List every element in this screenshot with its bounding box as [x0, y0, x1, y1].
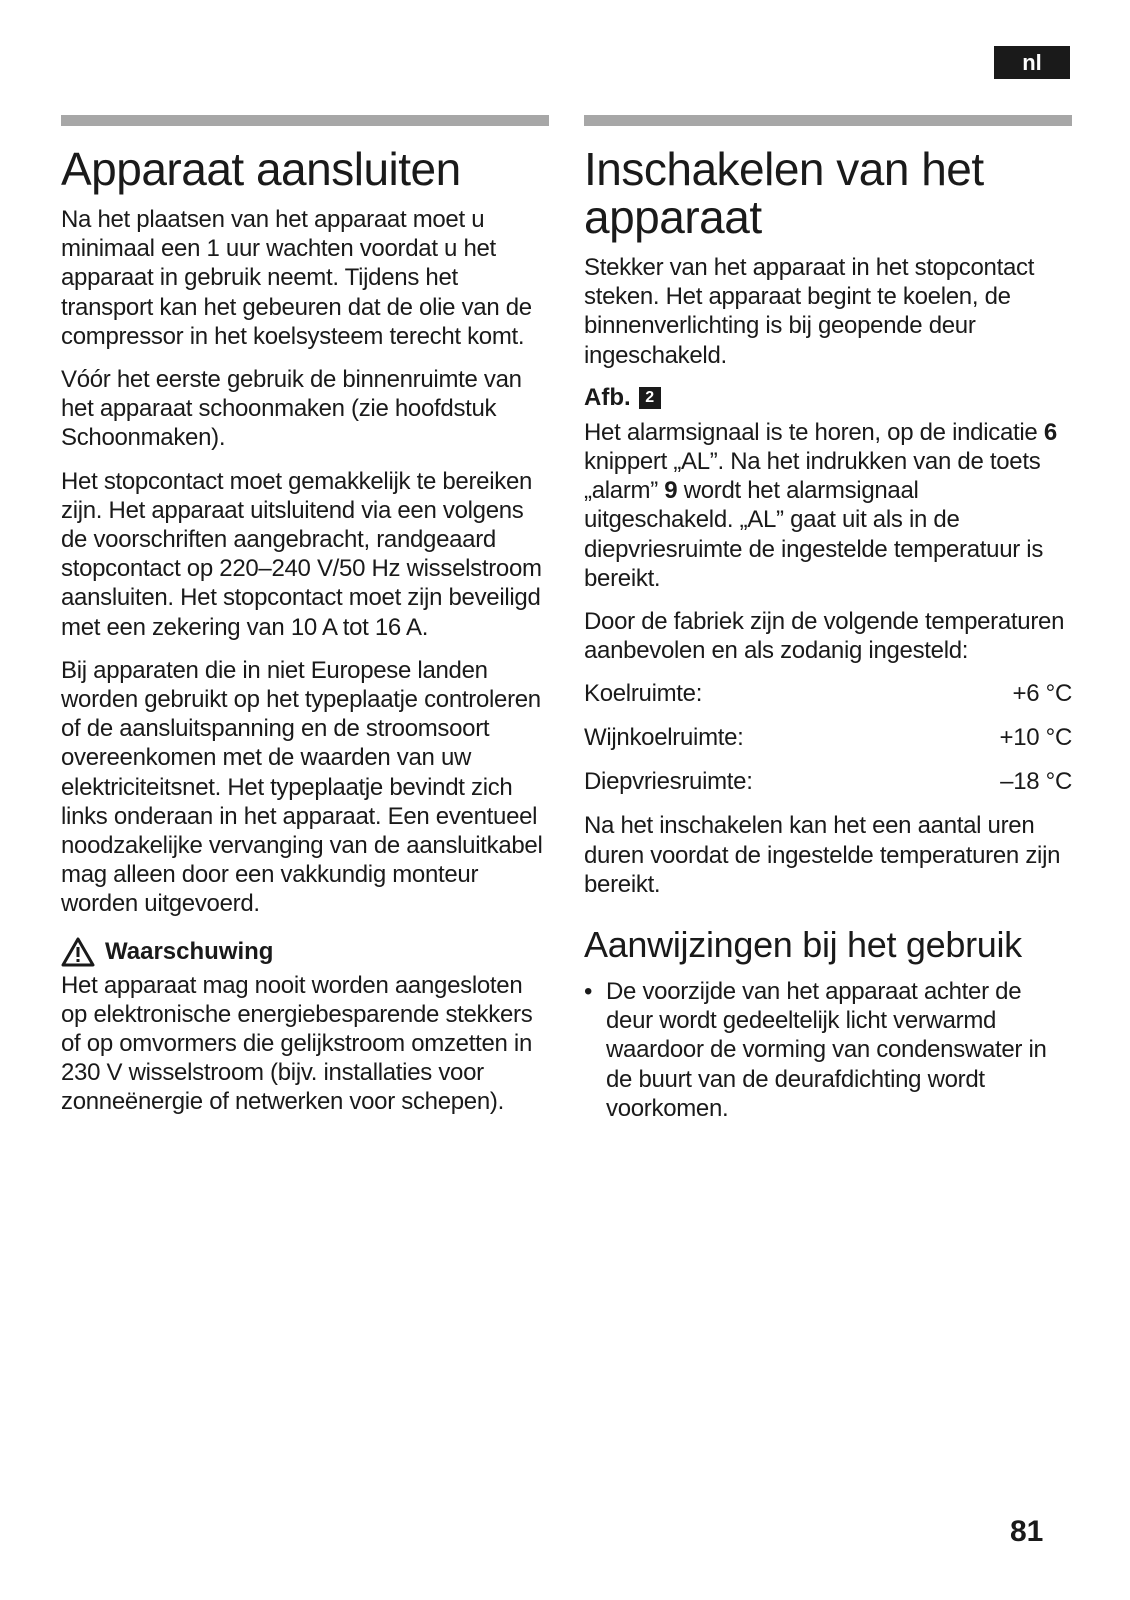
figure-reference: [584, 384, 1072, 412]
indicator-number: 6: [1043, 418, 1057, 446]
alarm-paragraph: [584, 418, 1072, 593]
warning-text: Het apparaat mag nooit worden aangesloten op elektronische energiebesparende stekkers of op omvormers die gelijkstroom omzetten in 230 V wisselstroom (bijv. installaties voor zonneënergie of netwerken voor schepen).: [61, 971, 533, 1116]
figure-number: 2: [639, 387, 661, 409]
paragraph: Door de fabriek zijn de volgende temperaturen aanbevolen en als zodanig ingesteld:: [584, 608, 1065, 665]
warning-heading: [61, 937, 549, 967]
section-heading-switch-on: Inschakelen van het apparaat: [584, 143, 984, 243]
temperature-value: +10 °C: [999, 724, 1072, 752]
figure-label: Afb.: [584, 383, 631, 411]
paragraph: Bij apparaten die in niet Europese landen worden gebruikt op het typeplaatje controleren of de aansluitspanning en de stroomsoort overeenkomen met de waarden van uw elektriciteitsnet. Het typeplaatje bevindt zich links onderaan in het apparaat. Een eventueel noodzakelijke vervanging van de aansluitkabel mag alleen door een vakkundig monteur worden uitgevoerd.: [61, 656, 543, 918]
section-heading-usage-tips: Aanwijzingen bij het gebruik: [584, 924, 1022, 966]
usage-tips-list: [584, 977, 1072, 1123]
temperature-row: [584, 767, 1072, 796]
left-column: [61, 115, 549, 1131]
temperature-label: Diepvriesruimte:: [584, 768, 753, 796]
temperature-label: Koelruimte:: [584, 680, 703, 708]
section-rule: [61, 115, 549, 126]
temperature-row: [584, 723, 1072, 752]
section-rule: [584, 115, 1072, 126]
paragraph: Het stopcontact moet gemakkelijk te bereiken zijn. Het apparaat uitsluitend via een volgens de voorschriften aangebracht, randgeaard stopcontact op 220–240 V/50 Hz wisselstroom aansluiten. Het stopcontact moet zijn beveiligd met een zekering van 10 A tot 16 A.: [61, 467, 542, 641]
temperature-row: [584, 679, 1072, 708]
button-number: 9: [664, 477, 678, 505]
section-heading-connect: Apparaat aansluiten: [61, 143, 461, 195]
paragraph: Stekker van het apparaat in het stopcontact steken. Het apparaat begint te koelen, de binnenverlichting is bij geopende deur ingeschakeld.: [584, 254, 1035, 369]
temperature-value: –18 °C: [1000, 768, 1072, 796]
warning-triangle-icon: [61, 937, 95, 967]
page-number: 81: [1010, 1515, 1044, 1548]
alarm-text: knippert „AL”. Na het indrukken van de toets „alarm”: [584, 448, 1041, 505]
alarm-text: wordt het alarmsignaal uitgeschakeld. „AL” gaat uit als in de diepvriesruimte de ingestelde temperatuur is bereikt.: [584, 477, 1044, 592]
list-item: • De voorzijde van het apparaat achter de deur wordt gedeeltelijk licht verwarmd waardoor de vorming van condenswater in de buurt van de deurafdichting wordt voorkomen.: [584, 977, 1072, 1123]
right-column: [584, 115, 1072, 1123]
temperature-label: Wijnkoelruimte:: [584, 724, 744, 752]
alarm-text: Het alarmsignaal is te horen, op de indicatie: [584, 418, 1044, 446]
warning-title: Waarschuwing: [105, 937, 274, 965]
temperature-value: +6 °C: [1012, 680, 1072, 708]
paragraph: Na het inschakelen kan het een aantal uren duren voordat de ingestelde temperaturen zijn bereikt.: [584, 812, 1061, 898]
language-tag: nl: [994, 46, 1070, 79]
paragraph: Na het plaatsen van het apparaat moet u minimaal een 1 uur wachten voordat u het apparaat in gebruik neemt. Tijdens het transport kan het gebeuren dat de olie van de compressor in het koelsysteem terecht komt.: [61, 206, 532, 350]
paragraph: Vóór het eerste gebruik de binnenruimte van het apparaat schoonmaken (zie hoofdstuk Schoonmaken).: [61, 366, 522, 452]
